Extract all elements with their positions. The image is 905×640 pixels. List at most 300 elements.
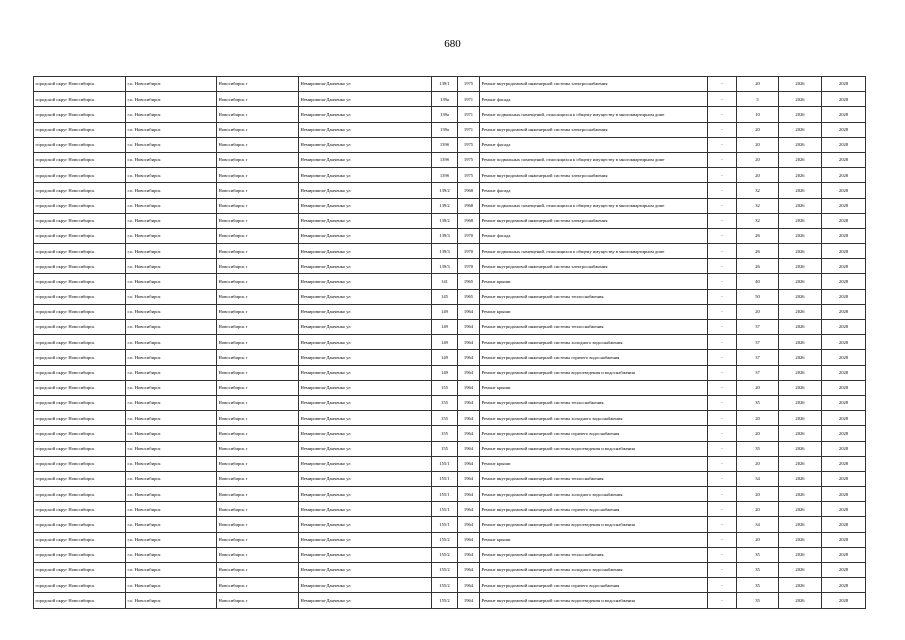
- district-cell: г.о. Новосибирск: [126, 426, 217, 441]
- city-cell: Новосибирск г: [217, 122, 299, 137]
- end-year-cell: 2028: [822, 502, 866, 517]
- district-cell: г.о. Новосибирск: [126, 198, 217, 213]
- street-cell: Немировича-Данченко ул: [299, 122, 432, 137]
- district-cell: г.о. Новосибирск: [126, 259, 217, 274]
- cost-cell: 26: [737, 259, 779, 274]
- house-number-cell: 155/1: [432, 487, 458, 502]
- table-row: [34, 471, 866, 486]
- street-cell: Немировича-Данченко ул: [299, 365, 432, 380]
- year-built-cell: 1975: [458, 77, 480, 92]
- start-year-cell: 2026: [779, 183, 822, 198]
- start-year-cell: 2026: [779, 137, 822, 152]
- year-built-cell: 1965: [458, 274, 480, 289]
- house-number-cell: 149: [432, 350, 458, 365]
- municipality-cell: городской округ Новосибирск: [34, 487, 126, 502]
- year-built-cell: 1964: [458, 350, 480, 365]
- table-row: [34, 228, 866, 243]
- year-built-cell: 1964: [458, 487, 480, 502]
- cost-cell: 26: [737, 244, 779, 259]
- house-number-cell: 139/3: [432, 259, 458, 274]
- district-cell: г.о. Новосибирск: [126, 335, 217, 350]
- end-year-cell: 2028: [822, 380, 866, 395]
- house-number-cell: 139/2: [432, 198, 458, 213]
- year-built-cell: 1964: [458, 426, 480, 441]
- start-year-cell: 2026: [779, 320, 822, 335]
- table-row: [34, 578, 866, 593]
- work-type-cell: Ремонт крыши: [480, 532, 708, 547]
- work-type-cell: Ремонт крыши: [480, 380, 708, 395]
- end-year-cell: 2028: [822, 244, 866, 259]
- table-row: [34, 350, 866, 365]
- district-cell: г.о. Новосибирск: [126, 380, 217, 395]
- year-built-cell: 1964: [458, 517, 480, 532]
- city-cell: Новосибирск г: [217, 532, 299, 547]
- page-number: 680: [444, 38, 461, 50]
- cost-cell: 26: [737, 228, 779, 243]
- municipality-cell: городской округ Новосибирск: [34, 441, 126, 456]
- work-type-cell: Ремонт внутридомовой инженерной системы горячего водоснабжения: [480, 350, 708, 365]
- house-number-cell: 155/2: [432, 532, 458, 547]
- start-year-cell: 2026: [779, 395, 822, 410]
- municipality-cell: городской округ Новосибирск: [34, 122, 126, 137]
- street-cell: Немировича-Данченко ул: [299, 578, 432, 593]
- end-year-cell: 2028: [822, 289, 866, 304]
- start-year-cell: 2026: [779, 426, 822, 441]
- cost-cell: 40: [737, 274, 779, 289]
- table-row: [34, 92, 866, 107]
- municipality-cell: городской округ Новосибирск: [34, 92, 126, 107]
- year-built-cell: 1975: [458, 152, 480, 167]
- end-year-cell: 2028: [822, 198, 866, 213]
- work-type-cell: Ремонт внутридомовой инженерной системы электроснабжения: [480, 213, 708, 228]
- start-year-cell: 2026: [779, 274, 822, 289]
- city-cell: Новосибирск г: [217, 487, 299, 502]
- district-cell: г.о. Новосибирск: [126, 122, 217, 137]
- cost-cell: 35: [737, 441, 779, 456]
- table-row: [34, 244, 866, 259]
- municipality-cell: городской округ Новосибирск: [34, 259, 126, 274]
- table-row: [34, 183, 866, 198]
- municipality-cell: городской округ Новосибирск: [34, 320, 126, 335]
- city-cell: Новосибирск г: [217, 517, 299, 532]
- work-type-cell: Ремонт внутридомовой инженерной системы горячего водоснабжения: [480, 426, 708, 441]
- house-number-cell: 155: [432, 380, 458, 395]
- municipality-cell: городской округ Новосибирск: [34, 532, 126, 547]
- dash-cell: -: [708, 441, 737, 456]
- table-row: [34, 547, 866, 562]
- table-row: [34, 320, 866, 335]
- street-cell: Немировича-Данченко ул: [299, 411, 432, 426]
- cost-cell: 20: [737, 532, 779, 547]
- house-number-cell: 149: [432, 365, 458, 380]
- street-cell: Немировича-Данченко ул: [299, 107, 432, 122]
- start-year-cell: 2026: [779, 593, 822, 608]
- district-cell: г.о. Новосибирск: [126, 183, 217, 198]
- work-type-cell: Ремонт фасада: [480, 228, 708, 243]
- street-cell: Немировича-Данченко ул: [299, 320, 432, 335]
- dash-cell: -: [708, 471, 737, 486]
- district-cell: г.о. Новосибирск: [126, 502, 217, 517]
- district-cell: г.о. Новосибирск: [126, 578, 217, 593]
- year-built-cell: 1964: [458, 395, 480, 410]
- table-row: [34, 137, 866, 152]
- end-year-cell: 2028: [822, 441, 866, 456]
- work-type-cell: Ремонт внутридомовой инженерной системы холодного водоснабжения: [480, 335, 708, 350]
- end-year-cell: 2028: [822, 122, 866, 137]
- house-number-cell: 139б: [432, 152, 458, 167]
- house-number-cell: 139/2: [432, 213, 458, 228]
- cost-cell: 32: [737, 213, 779, 228]
- municipality-cell: городской округ Новосибирск: [34, 395, 126, 410]
- end-year-cell: 2028: [822, 107, 866, 122]
- table-row: [34, 426, 866, 441]
- end-year-cell: 2028: [822, 532, 866, 547]
- year-built-cell: 1965: [458, 289, 480, 304]
- table-row: [34, 365, 866, 380]
- year-built-cell: 1964: [458, 593, 480, 608]
- dash-cell: -: [708, 122, 737, 137]
- dash-cell: -: [708, 563, 737, 578]
- district-cell: г.о. Новосибирск: [126, 92, 217, 107]
- work-type-cell: Ремонт внутридомовой инженерной системы водоотведения и водоснабжения: [480, 365, 708, 380]
- table-row: [34, 168, 866, 183]
- street-cell: Немировича-Данченко ул: [299, 471, 432, 486]
- year-built-cell: 1968: [458, 198, 480, 213]
- cost-cell: 20: [737, 137, 779, 152]
- work-type-cell: Ремонт внутридомовой инженерной системы теплоснабжения: [480, 547, 708, 562]
- street-cell: Немировича-Данченко ул: [299, 274, 432, 289]
- dash-cell: -: [708, 380, 737, 395]
- house-number-cell: 155: [432, 411, 458, 426]
- table-row: [34, 380, 866, 395]
- work-type-cell: Ремонт внутридомовой инженерной системы теплоснабжения: [480, 289, 708, 304]
- cost-cell: 34: [737, 471, 779, 486]
- city-cell: Новосибирск г: [217, 502, 299, 517]
- city-cell: Новосибирск г: [217, 107, 299, 122]
- year-built-cell: 1964: [458, 471, 480, 486]
- street-cell: Немировича-Данченко ул: [299, 137, 432, 152]
- end-year-cell: 2028: [822, 411, 866, 426]
- house-number-cell: 155/1: [432, 517, 458, 532]
- street-cell: Немировича-Данченко ул: [299, 517, 432, 532]
- house-number-cell: 155/2: [432, 563, 458, 578]
- city-cell: Новосибирск г: [217, 456, 299, 471]
- table-row: [34, 122, 866, 137]
- cost-cell: 35: [737, 578, 779, 593]
- end-year-cell: 2028: [822, 487, 866, 502]
- cost-cell: 20: [737, 168, 779, 183]
- house-number-cell: 141: [432, 274, 458, 289]
- table-row: [34, 411, 866, 426]
- cost-cell: 50: [737, 289, 779, 304]
- start-year-cell: 2026: [779, 471, 822, 486]
- year-built-cell: 1964: [458, 365, 480, 380]
- city-cell: Новосибирск г: [217, 380, 299, 395]
- dash-cell: -: [708, 228, 737, 243]
- city-cell: Новосибирск г: [217, 289, 299, 304]
- dash-cell: -: [708, 502, 737, 517]
- year-built-cell: 1968: [458, 183, 480, 198]
- work-type-cell: Ремонт крыши: [480, 304, 708, 319]
- city-cell: Новосибирск г: [217, 274, 299, 289]
- street-cell: Немировича-Данченко ул: [299, 335, 432, 350]
- house-number-cell: 155/2: [432, 578, 458, 593]
- start-year-cell: 2026: [779, 578, 822, 593]
- dash-cell: -: [708, 350, 737, 365]
- work-type-cell: Ремонт внутридомовой инженерной системы холодного водоснабжения: [480, 487, 708, 502]
- district-cell: г.о. Новосибирск: [126, 365, 217, 380]
- year-built-cell: 1964: [458, 380, 480, 395]
- street-cell: Немировича-Данченко ул: [299, 168, 432, 183]
- year-built-cell: 1975: [458, 137, 480, 152]
- start-year-cell: 2026: [779, 335, 822, 350]
- cost-cell: 32: [737, 183, 779, 198]
- municipality-cell: городской округ Новосибирск: [34, 183, 126, 198]
- dash-cell: -: [708, 92, 737, 107]
- table-body: [34, 77, 866, 609]
- city-cell: Новосибирск г: [217, 213, 299, 228]
- table-row: [34, 289, 866, 304]
- district-cell: г.о. Новосибирск: [126, 563, 217, 578]
- end-year-cell: 2028: [822, 395, 866, 410]
- dash-cell: -: [708, 456, 737, 471]
- municipality-cell: городской округ Новосибирск: [34, 107, 126, 122]
- end-year-cell: 2028: [822, 183, 866, 198]
- cost-cell: 35: [737, 563, 779, 578]
- start-year-cell: 2026: [779, 517, 822, 532]
- table-row: [34, 517, 866, 532]
- start-year-cell: 2026: [779, 532, 822, 547]
- house-number-cell: 155: [432, 441, 458, 456]
- cost-cell: 20: [737, 304, 779, 319]
- house-number-cell: 155: [432, 426, 458, 441]
- city-cell: Новосибирск г: [217, 441, 299, 456]
- city-cell: Новосибирск г: [217, 471, 299, 486]
- municipality-cell: городской округ Новосибирск: [34, 456, 126, 471]
- street-cell: Немировича-Данченко ул: [299, 563, 432, 578]
- dash-cell: -: [708, 183, 737, 198]
- end-year-cell: 2028: [822, 517, 866, 532]
- end-year-cell: 2028: [822, 335, 866, 350]
- dash-cell: -: [708, 304, 737, 319]
- street-cell: Немировича-Данченко ул: [299, 213, 432, 228]
- house-number-cell: 155/1: [432, 471, 458, 486]
- cost-cell: 5: [737, 92, 779, 107]
- district-cell: г.о. Новосибирск: [126, 411, 217, 426]
- work-type-cell: Ремонт внутридомовой инженерной системы электроснабжения: [480, 259, 708, 274]
- cost-cell: 20: [737, 380, 779, 395]
- district-cell: г.о. Новосибирск: [126, 441, 217, 456]
- house-number-cell: 149: [432, 320, 458, 335]
- end-year-cell: 2028: [822, 547, 866, 562]
- work-type-cell: Ремонт внутридомовой инженерной системы электроснабжения: [480, 168, 708, 183]
- cost-cell: 20: [737, 152, 779, 167]
- city-cell: Новосибирск г: [217, 563, 299, 578]
- city-cell: Новосибирск г: [217, 411, 299, 426]
- house-number-cell: 139/2: [432, 183, 458, 198]
- street-cell: Немировича-Данченко ул: [299, 244, 432, 259]
- municipality-cell: городской округ Новосибирск: [34, 593, 126, 608]
- district-cell: г.о. Новосибирск: [126, 274, 217, 289]
- house-number-cell: 139/1: [432, 77, 458, 92]
- cost-cell: 37: [737, 335, 779, 350]
- municipality-cell: городской округ Новосибирск: [34, 471, 126, 486]
- year-built-cell: 1964: [458, 563, 480, 578]
- end-year-cell: 2028: [822, 578, 866, 593]
- city-cell: Новосибирск г: [217, 92, 299, 107]
- municipality-cell: городской округ Новосибирск: [34, 547, 126, 562]
- start-year-cell: 2026: [779, 411, 822, 426]
- cost-cell: 35: [737, 593, 779, 608]
- work-type-cell: Ремонт внутридомовой инженерной системы горячего водоснабжения: [480, 502, 708, 517]
- city-cell: Новосибирск г: [217, 335, 299, 350]
- street-cell: Немировича-Данченко ул: [299, 304, 432, 319]
- cost-cell: 37: [737, 350, 779, 365]
- table-row: [34, 304, 866, 319]
- house-number-cell: 139а: [432, 92, 458, 107]
- end-year-cell: 2028: [822, 152, 866, 167]
- city-cell: Новосибирск г: [217, 350, 299, 365]
- year-built-cell: 1964: [458, 441, 480, 456]
- dash-cell: -: [708, 532, 737, 547]
- work-type-cell: Ремонт внутридомовой инженерной системы водоотведения и водоснабжения: [480, 517, 708, 532]
- work-type-cell: Ремонт внутридомовой инженерной системы электроснабжения: [480, 122, 708, 137]
- dash-cell: -: [708, 289, 737, 304]
- dash-cell: -: [708, 578, 737, 593]
- dash-cell: -: [708, 411, 737, 426]
- dash-cell: -: [708, 259, 737, 274]
- year-built-cell: 1970: [458, 259, 480, 274]
- year-built-cell: 1964: [458, 502, 480, 517]
- work-type-cell: Ремонт внутридомовой инженерной системы электроснабжения: [480, 77, 708, 92]
- house-number-cell: 139/3: [432, 228, 458, 243]
- street-cell: Немировича-Данченко ул: [299, 152, 432, 167]
- municipality-cell: городской округ Новосибирск: [34, 77, 126, 92]
- dash-cell: -: [708, 77, 737, 92]
- municipality-cell: городской округ Новосибирск: [34, 228, 126, 243]
- house-number-cell: 155: [432, 395, 458, 410]
- district-cell: г.о. Новосибирск: [126, 350, 217, 365]
- district-cell: г.о. Новосибирск: [126, 593, 217, 608]
- dash-cell: -: [708, 487, 737, 502]
- street-cell: Немировича-Данченко ул: [299, 456, 432, 471]
- house-number-cell: 139а: [432, 122, 458, 137]
- district-cell: г.о. Новосибирск: [126, 244, 217, 259]
- street-cell: Немировича-Данченко ул: [299, 547, 432, 562]
- dash-cell: -: [708, 152, 737, 167]
- district-cell: г.о. Новосибирск: [126, 456, 217, 471]
- district-cell: г.о. Новосибирск: [126, 304, 217, 319]
- year-built-cell: 1964: [458, 532, 480, 547]
- dash-cell: -: [708, 274, 737, 289]
- year-built-cell: 1964: [458, 456, 480, 471]
- dash-cell: -: [708, 593, 737, 608]
- city-cell: Новосибирск г: [217, 320, 299, 335]
- city-cell: Новосибирск г: [217, 426, 299, 441]
- cost-cell: 34: [737, 517, 779, 532]
- municipality-cell: городской округ Новосибирск: [34, 411, 126, 426]
- table-row: [34, 152, 866, 167]
- start-year-cell: 2026: [779, 168, 822, 183]
- dash-cell: -: [708, 395, 737, 410]
- start-year-cell: 2026: [779, 547, 822, 562]
- end-year-cell: 2028: [822, 92, 866, 107]
- end-year-cell: 2028: [822, 350, 866, 365]
- start-year-cell: 2026: [779, 502, 822, 517]
- municipality-cell: городской округ Новосибирск: [34, 198, 126, 213]
- district-cell: г.о. Новосибирск: [126, 152, 217, 167]
- work-type-cell: Ремонт подвальных помещений, относящихся к общему имуществу в многоквартирном доме: [480, 152, 708, 167]
- house-number-cell: 145: [432, 289, 458, 304]
- district-cell: г.о. Новосибирск: [126, 137, 217, 152]
- city-cell: Новосибирск г: [217, 365, 299, 380]
- table-row: [34, 335, 866, 350]
- start-year-cell: 2026: [779, 304, 822, 319]
- city-cell: Новосибирск г: [217, 183, 299, 198]
- city-cell: Новосибирск г: [217, 244, 299, 259]
- start-year-cell: 2026: [779, 441, 822, 456]
- cost-cell: 37: [737, 365, 779, 380]
- table-row: [34, 502, 866, 517]
- end-year-cell: 2028: [822, 228, 866, 243]
- year-built-cell: 1971: [458, 92, 480, 107]
- start-year-cell: 2026: [779, 350, 822, 365]
- start-year-cell: 2026: [779, 380, 822, 395]
- district-cell: г.о. Новосибирск: [126, 395, 217, 410]
- city-cell: Новосибирск г: [217, 77, 299, 92]
- district-cell: г.о. Новосибирск: [126, 77, 217, 92]
- street-cell: Немировича-Данченко ул: [299, 395, 432, 410]
- start-year-cell: 2026: [779, 289, 822, 304]
- municipality-cell: городской округ Новосибирск: [34, 350, 126, 365]
- city-cell: Новосибирск г: [217, 168, 299, 183]
- municipality-cell: городской округ Новосибирск: [34, 578, 126, 593]
- end-year-cell: 2028: [822, 77, 866, 92]
- house-number-cell: 155/1: [432, 456, 458, 471]
- city-cell: Новосибирск г: [217, 152, 299, 167]
- work-type-cell: Ремонт фасада: [480, 137, 708, 152]
- municipality-cell: городской округ Новосибирск: [34, 502, 126, 517]
- cost-cell: 20: [737, 77, 779, 92]
- municipality-cell: городской округ Новосибирск: [34, 289, 126, 304]
- year-built-cell: 1964: [458, 411, 480, 426]
- city-cell: Новосибирск г: [217, 304, 299, 319]
- street-cell: Немировича-Данченко ул: [299, 183, 432, 198]
- end-year-cell: 2028: [822, 471, 866, 486]
- work-type-cell: Ремонт фасада: [480, 183, 708, 198]
- municipality-cell: городской округ Новосибирск: [34, 563, 126, 578]
- work-type-cell: Ремонт подвальных помещений, относящихся к общему имуществу в многоквартирном доме: [480, 198, 708, 213]
- year-built-cell: 1964: [458, 578, 480, 593]
- district-cell: г.о. Новосибирск: [126, 532, 217, 547]
- street-cell: Немировича-Данченко ул: [299, 350, 432, 365]
- end-year-cell: 2028: [822, 137, 866, 152]
- district-cell: г.о. Новосибирск: [126, 228, 217, 243]
- district-cell: г.о. Новосибирск: [126, 547, 217, 562]
- start-year-cell: 2026: [779, 77, 822, 92]
- dash-cell: -: [708, 213, 737, 228]
- start-year-cell: 2026: [779, 198, 822, 213]
- cost-cell: 35: [737, 395, 779, 410]
- municipality-cell: городской округ Новосибирск: [34, 380, 126, 395]
- start-year-cell: 2026: [779, 365, 822, 380]
- work-type-cell: Ремонт внутридомовой инженерной системы теплоснабжения: [480, 320, 708, 335]
- house-number-cell: 149: [432, 335, 458, 350]
- work-type-cell: Ремонт внутридомовой инженерной системы теплоснабжения: [480, 395, 708, 410]
- work-type-cell: Ремонт фасада: [480, 92, 708, 107]
- municipality-cell: городской округ Новосибирск: [34, 137, 126, 152]
- work-type-cell: Ремонт внутридомовой инженерной системы водоотведения и водоснабжения: [480, 441, 708, 456]
